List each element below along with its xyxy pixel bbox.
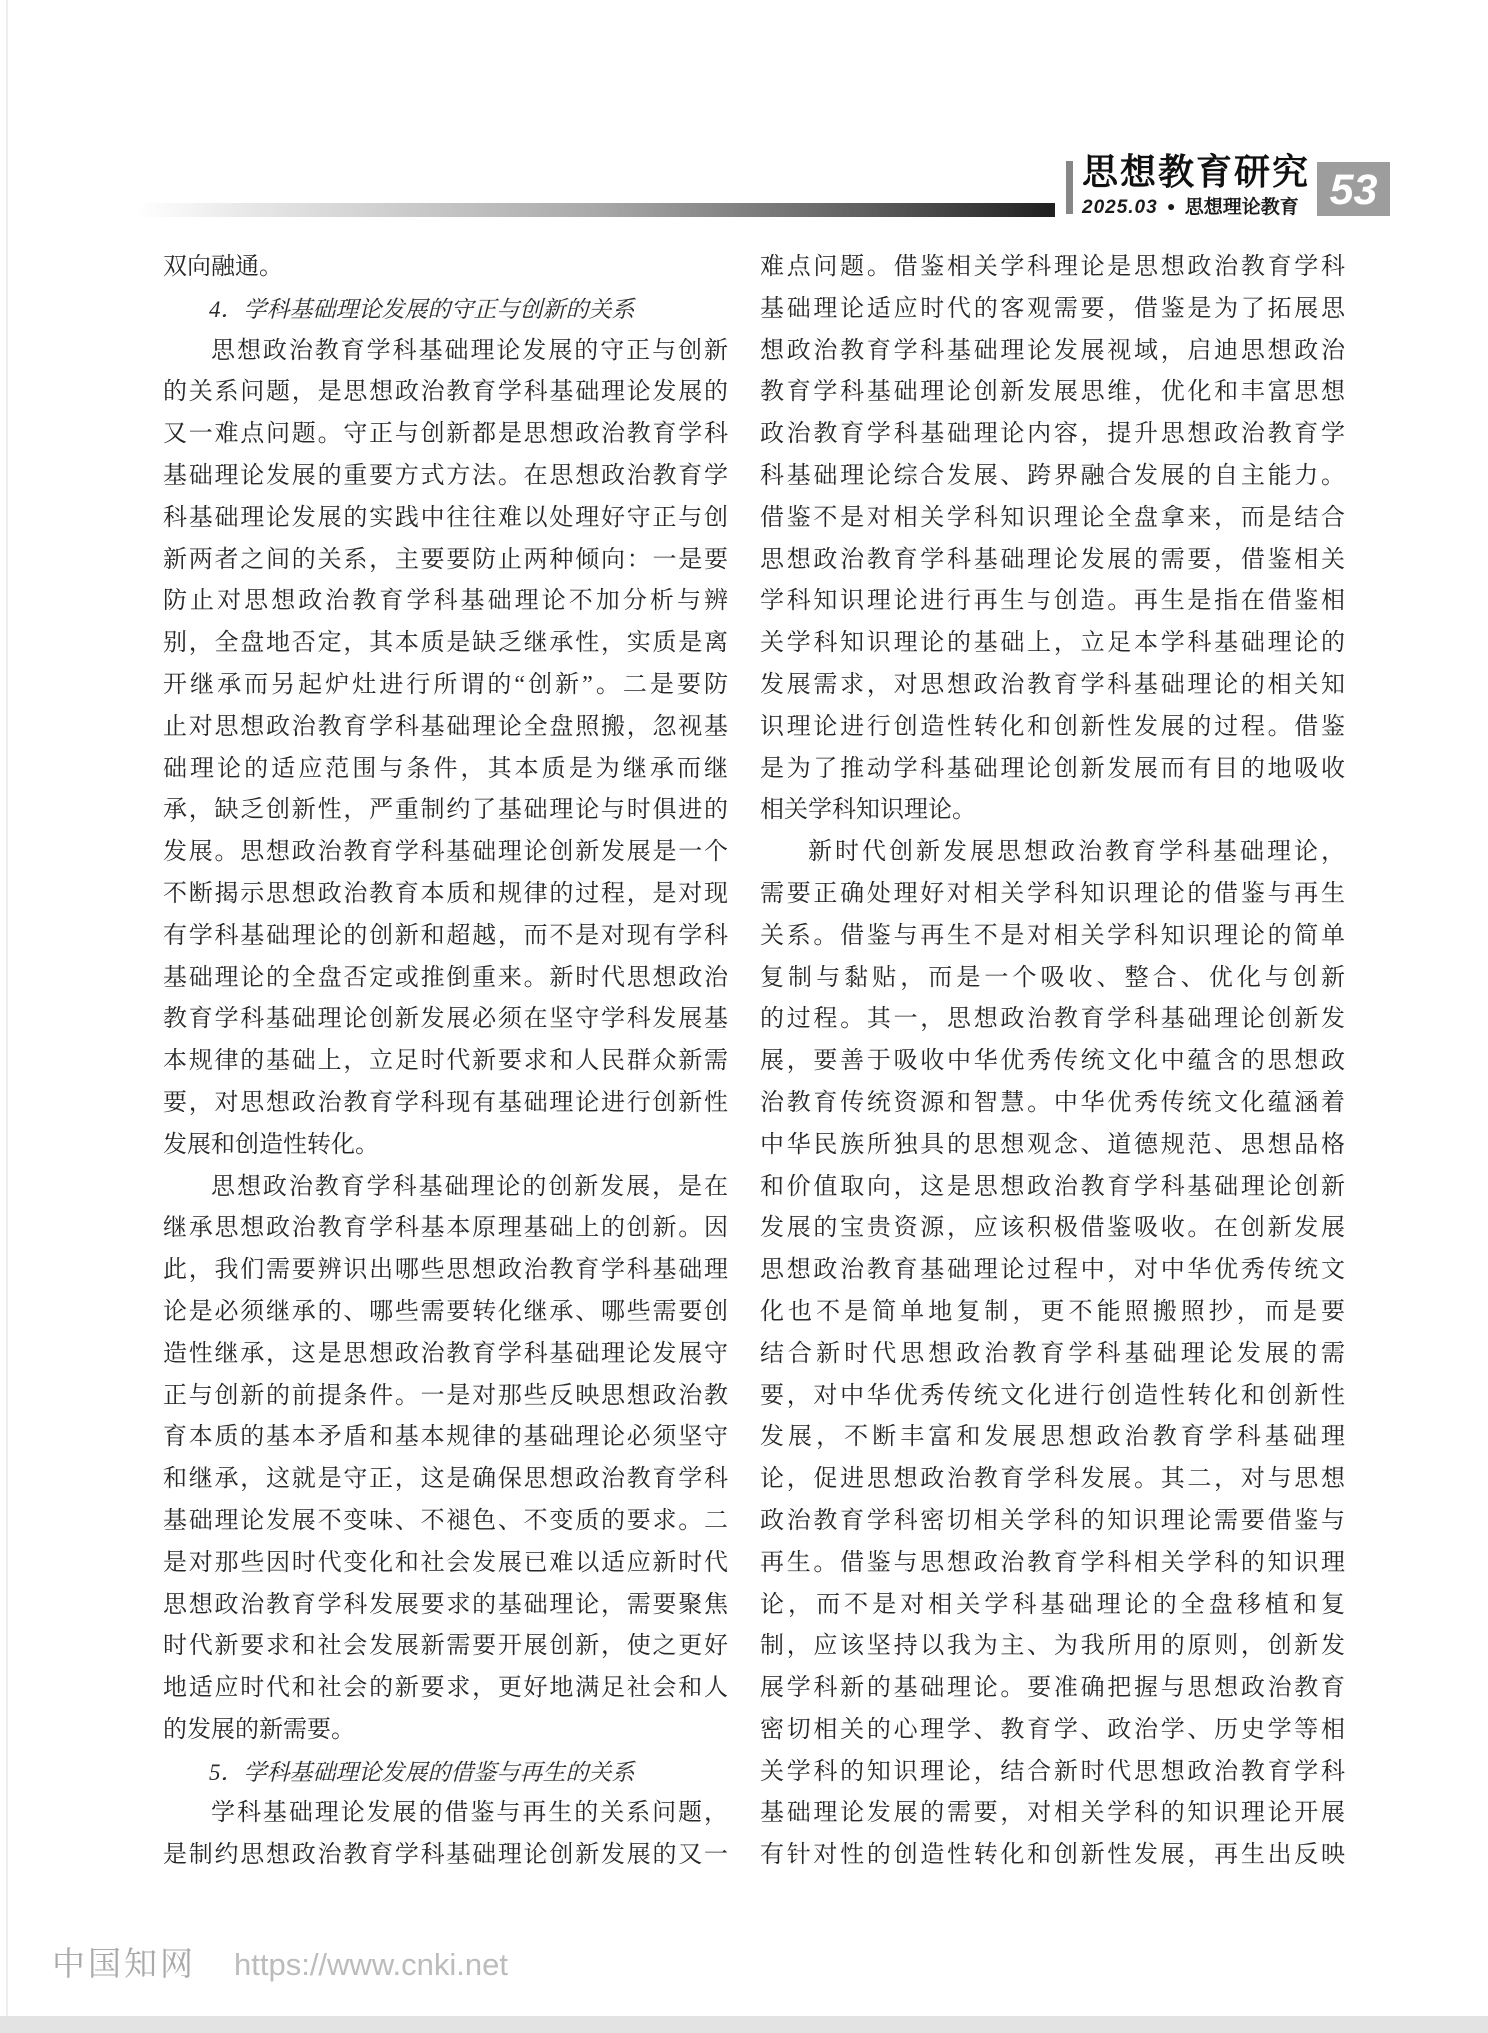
text-line: 展，要善于吸收中华优秀传统文化中蕴含的思想政 — [760, 1048, 1345, 1075]
text-line: 教育学科基础理论创新发展必须在坚守学科发展基 — [163, 1006, 728, 1033]
issue-info — [1082, 194, 1314, 220]
text-line: 是制约思想政治教育学科基础理论创新发展的又一 — [163, 1842, 728, 1869]
text-line: 新时代创新发展思想政治教育学科基础理论， — [808, 839, 1345, 866]
text-line: 政治教育学科密切相关学科的知识理论需要借鉴与 — [760, 1507, 1345, 1534]
text-line: 育本质的基本矛盾和基本规律的基础理论必须坚守 — [163, 1424, 728, 1451]
text-line: 制，应该坚持以我为主、为我所用的原则，创新发 — [760, 1633, 1345, 1660]
text-line: 学科知识理论进行再生与创造。再生是指在借鉴相 — [760, 588, 1345, 615]
text-line: 相关学科知识理论。 — [760, 797, 976, 824]
text-line: 和价值取向，这是思想政治教育学科基础理论创新 — [760, 1173, 1345, 1200]
text-line: 基础理论的全盘否定或推倒重来。新时代思想政治 — [163, 964, 728, 991]
text-line: 想政治教育学科基础理论发展视域，启迪思想政治 — [760, 337, 1345, 364]
text-line: 识理论进行创造性转化和创新性发展的过程。借鉴 — [760, 713, 1345, 740]
text-line: 要，对中华优秀传统文化进行创造性转化和创新性 — [760, 1382, 1345, 1409]
text-line: 复制与黏贴，而是一个吸收、整合、优化与创新 — [760, 964, 1345, 991]
text-line: 论，促进思想政治教育学科发展。其二，对与思想 — [760, 1466, 1345, 1493]
text-line: 思想政治教育基础理论过程中，对中华优秀传统文 — [760, 1257, 1345, 1284]
text-line: 论是必须继承的、哪些需要转化继承、哪些需要创 — [163, 1298, 728, 1325]
text-line: 本规律的基础上，立足时代新要求和人民群众新需 — [163, 1048, 728, 1075]
text-line: 双向融通。 — [163, 254, 283, 280]
column-right — [760, 247, 1345, 1877]
cnki-watermark — [52, 1938, 508, 1985]
text-line: 承，缺乏创新性，严重制约了基础理论与时俱进的 — [163, 797, 728, 824]
text-line: 基础理论适应时代的客观需要，借鉴是为了拓展思 — [760, 295, 1345, 322]
text-line: 治教育传统资源和智慧。中华优秀传统文化蕴涵着 — [760, 1089, 1345, 1116]
cnki-logo-text: 中国知网 — [52, 1945, 196, 1982]
text-line: 开继承而另起炉灶进行所谓的“创新”。二是要防 — [163, 671, 728, 698]
text-line: 政治教育学科基础理论内容，提升思想政治教育学 — [760, 421, 1345, 448]
text-line: 的发展的新需要。 — [163, 1716, 355, 1743]
text-line: 借鉴不是对相关学科知识理论全盘拿来，而是结合 — [760, 504, 1345, 531]
journal-title: 思想教育研究 — [1082, 151, 1311, 192]
text-line: 思想政治教育学科基础理论发展的守正与创新 — [211, 337, 728, 364]
text-line: 正与创新的前提条件。一是对那些反映思想政治教 — [163, 1382, 728, 1409]
text-line: 密切相关的心理学、教育学、政治学、历史学等相 — [760, 1716, 1345, 1743]
text-line: 思想政治教育学科基础理论发展的需要，借鉴相关 — [760, 546, 1345, 573]
text-line: 此，我们需要辨识出哪些思想政治教育学科基础理 — [163, 1257, 728, 1284]
text-line: 难点问题。借鉴相关学科理论是思想政治教育学科 — [760, 254, 1345, 280]
article-body — [163, 247, 1345, 1877]
text-line: 化也不是简单地复制，更不能照搬照抄，而是要 — [760, 1298, 1345, 1325]
subsection-heading: 5．学科基础理论发展的借鉴与再生的关系 — [209, 1759, 635, 1785]
text-line: 新两者之间的关系，主要要防止两种倾向：一是要 — [163, 546, 728, 573]
text-line: 又一难点问题。守正与创新都是思想政治教育学科 — [163, 421, 728, 448]
text-line: 别，全盘地否定，其本质是缺乏继承性，实质是离 — [163, 630, 728, 657]
text-line: 和继承，这就是守正，这是确保思想政治教育学科 — [163, 1466, 728, 1493]
text-line: 基础理论发展的重要方式方法。在思想政治教育学 — [163, 462, 728, 489]
text-line: 学科基础理论发展的借鉴与再生的关系问题， — [211, 1800, 728, 1827]
text-line: 不断揭示思想政治教育本质和规律的过程，是对现 — [163, 880, 728, 907]
text-line: 发展。思想政治教育学科基础理论创新发展是一个 — [163, 839, 728, 866]
text-line: 展学科新的基础理论。要准确把握与思想政治教育 — [760, 1675, 1345, 1702]
text-line: 继承思想政治教育学科基本原理基础上的创新。因 — [163, 1215, 728, 1242]
header-gradient-bar — [137, 203, 1055, 217]
text-line: 论，而不是对相关学科基础理论的全盘移植和复 — [760, 1591, 1345, 1618]
text-line: 关系。借鉴与再生不是对相关学科知识理论的简单 — [760, 922, 1345, 949]
page-left-edge — [6, 0, 8, 2033]
text-line: 有学科基础理论的创新和超越，而不是对现有学科 — [163, 922, 728, 949]
text-line: 止对思想政治教育学科基础理论全盘照搬，忽视基 — [163, 713, 728, 740]
text-line: 础理论的适应范围与条件，其本质是为继承而继 — [163, 755, 728, 782]
header-divider-bar — [1066, 161, 1073, 214]
text-line: 科基础理论综合发展、跨界融合发展的自主能力。 — [760, 462, 1345, 489]
text-line: 基础理论发展的需要，对相关学科的知识理论开展 — [760, 1800, 1345, 1827]
text-line: 发展，不断丰富和发展思想政治教育学科基础理 — [760, 1424, 1345, 1451]
text-line: 中华民族所独具的思想观念、道德规范、思想品格 — [760, 1131, 1345, 1158]
text-line: 的关系问题，是思想政治教育学科基础理论发展的 — [163, 379, 728, 406]
text-line: 教育学科基础理论创新发展思维，优化和丰富思想 — [760, 379, 1345, 406]
text-line: 科基础理论发展的实践中往往难以处理好守正与创 — [163, 504, 728, 531]
subsection-heading: 4．学科基础理论发展的守正与创新的关系 — [209, 296, 635, 322]
page-bottom-edge — [0, 2016, 1488, 2033]
text-line: 发展的宝贵资源，应该积极借鉴吸收。在创新发展 — [760, 1215, 1345, 1242]
section-label: 思想理论教育 — [1184, 197, 1299, 218]
text-line: 造性继承，这是思想政治教育学科基础理论发展守 — [163, 1340, 728, 1367]
text-line: 基础理论发展不变味、不褪色、不变质的要求。二 — [163, 1507, 728, 1534]
text-line: 要，对思想政治教育学科现有基础理论进行创新性 — [163, 1089, 728, 1116]
text-line: 是对那些因时代变化和社会发展已难以适应新时代 — [163, 1549, 728, 1576]
text-line: 思想政治教育学科基础理论的创新发展，是在 — [211, 1173, 728, 1200]
text-line: 需要正确处理好对相关学科知识理论的借鉴与再生 — [760, 880, 1345, 907]
text-line: 关学科的知识理论，结合新时代思想政治教育学科 — [760, 1758, 1345, 1785]
cnki-url-text: https://www.cnki.net — [234, 1947, 508, 1982]
text-line: 再生。借鉴与思想政治教育学科相关学科的知识理 — [760, 1549, 1345, 1576]
column-left — [163, 247, 728, 1877]
text-line: 是为了推动学科基础理论创新发展而有目的地吸收 — [760, 755, 1345, 782]
text-line: 结合新时代思想政治教育学科基础理论发展的需 — [760, 1340, 1345, 1367]
text-line: 思想政治教育学科发展要求的基础理论，需要聚焦 — [163, 1591, 728, 1618]
text-line: 时代新要求和社会发展新需要开展创新，使之更好 — [163, 1633, 728, 1660]
text-line: 地适应时代和社会的新要求，更好地满足社会和人 — [163, 1675, 728, 1702]
text-line: 发展需求，对思想政治教育学科基础理论的相关知 — [760, 671, 1345, 698]
page-number-badge: 53 — [1317, 162, 1390, 216]
text-line: 发展和创造性转化。 — [163, 1131, 379, 1158]
bullet-separator-icon: ● — [1166, 198, 1176, 214]
issue-number: 2025.03 — [1082, 197, 1158, 218]
text-line: 有针对性的创造性转化和创新性发展，再生出反映 — [760, 1842, 1345, 1869]
text-line: 防止对思想政治教育学科基础理论不加分析与辨 — [163, 588, 728, 615]
text-line: 的过程。其一，思想政治教育学科基础理论创新发 — [760, 1006, 1345, 1033]
text-line: 关学科知识理论的基础上，立足本学科基础理论的 — [760, 630, 1345, 657]
